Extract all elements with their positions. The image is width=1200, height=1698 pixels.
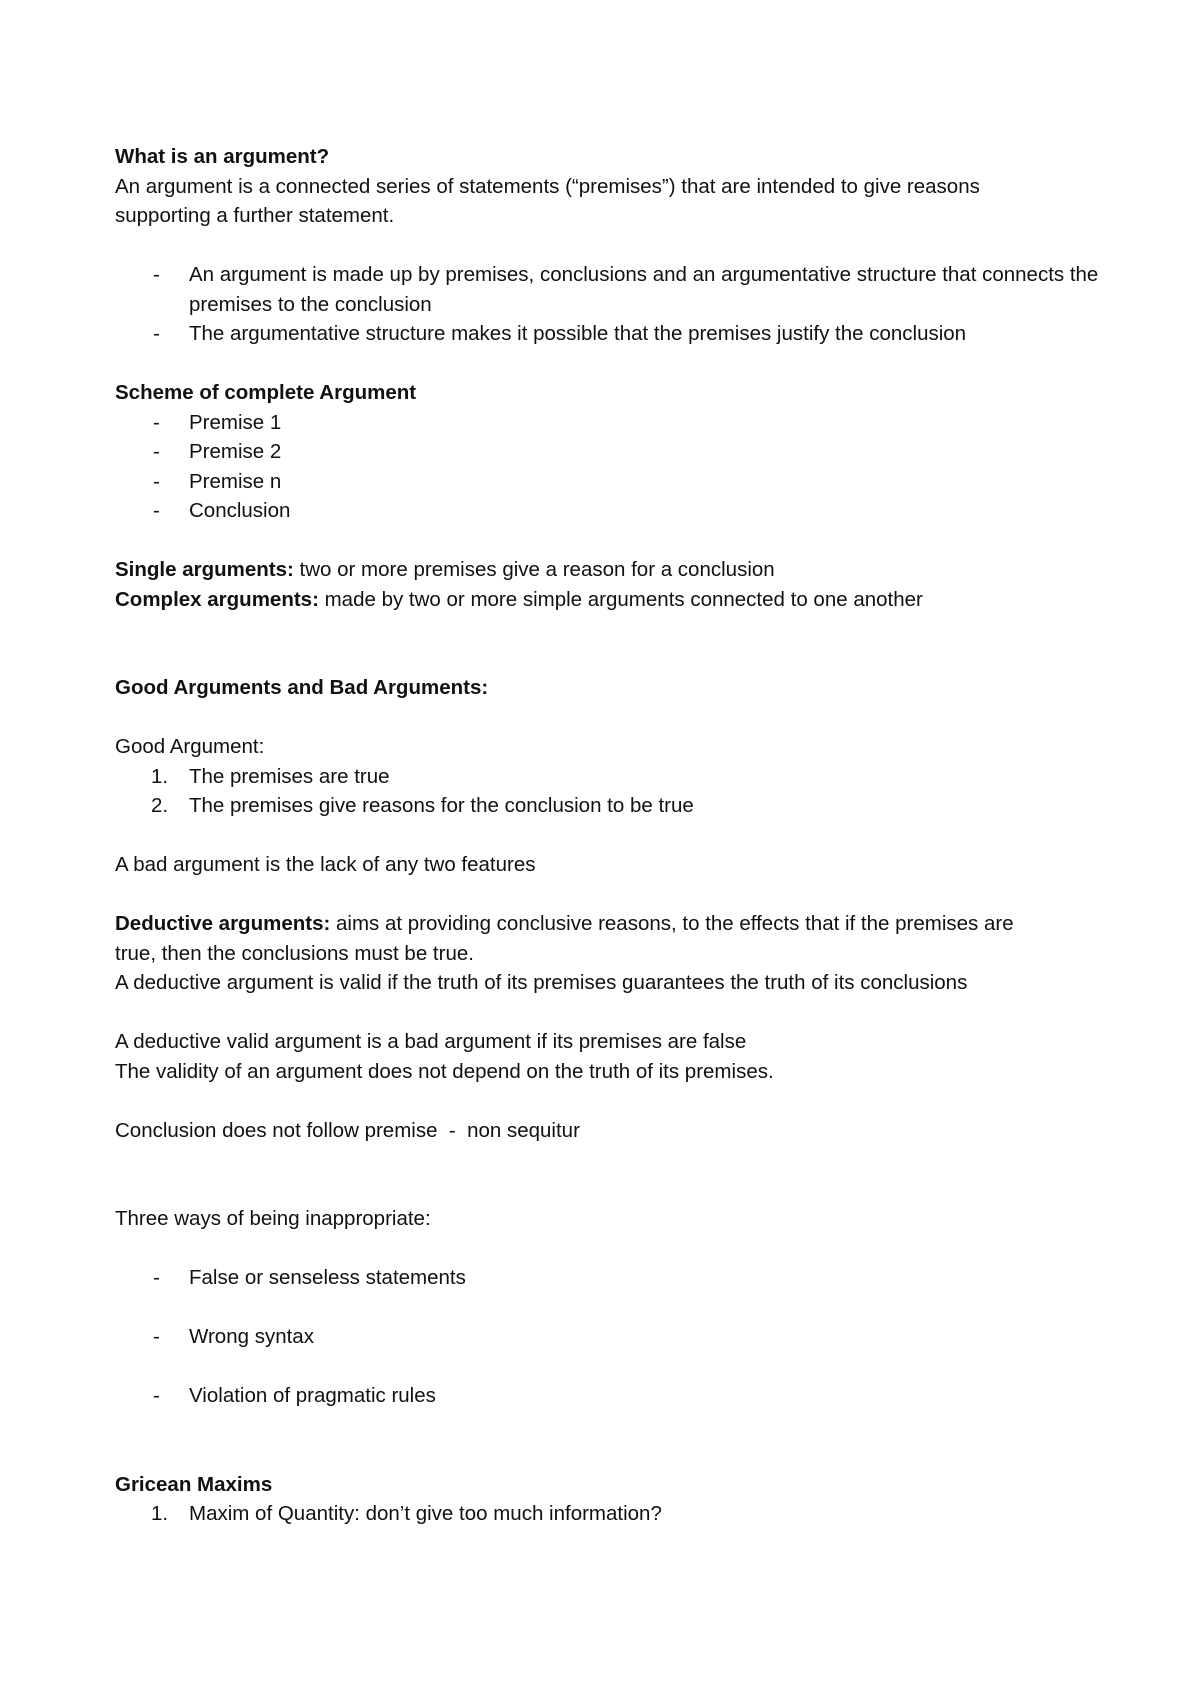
bullet-dash: - [153, 1325, 160, 1348]
list-item: - Premise 1 [115, 408, 1115, 438]
argument-definition: An argument is a connected series of statements (“premises”) that are intended to give reasons supporting a further statement. [115, 174, 980, 227]
list-item: 1. Maxim of Quantity: don’t give too much information? [115, 1499, 1115, 1529]
list-item: - Premise n [115, 467, 1115, 497]
list-item: - Conclusion [115, 496, 1115, 526]
document-content [115, 142, 1115, 1529]
non-sequitur-line: Conclusion does not follow premise - non sequitur [115, 1118, 580, 1142]
list-item: - False or senseless statements [115, 1263, 1115, 1293]
deductive-arguments-line: Deductive arguments: aims at providing conclusive reasons, to the effects that if the premises are true, then the conclusions must be true. [115, 912, 1014, 965]
list-item: 2. The premises give reasons for the conclusion to be true [115, 791, 1115, 821]
single-arguments-term: Single arguments: [115, 558, 294, 581]
list-item: - Violation of pragmatic rules [115, 1381, 1115, 1411]
complex-arguments-term: Complex arguments: [115, 587, 319, 611]
heading-gricean-maxims: Gricean Maxims [115, 1472, 273, 1496]
list-number: 1. [151, 764, 169, 788]
inappropriate-list [115, 1263, 1115, 1411]
bullet-dash: - [153, 322, 160, 345]
bullet-dash: - [153, 263, 160, 286]
scheme-list [115, 408, 1115, 526]
bad-argument-text: A bad argument is the lack of any two features [115, 853, 536, 876]
bullet-dash: - [153, 469, 160, 493]
list-number: 2. [151, 794, 169, 817]
bullet-dash: - [153, 1266, 160, 1289]
deductive-bad-valid: A deductive valid argument is a bad argument if its premises are false [115, 1030, 747, 1053]
validity-independence: The validity of an argument does not depend on the truth of its premises. [115, 1059, 774, 1083]
good-argument-label: Good Argument: [115, 735, 265, 758]
list-item: 1. The premises are true [115, 762, 1115, 792]
list-item: - Wrong syntax [115, 1322, 1115, 1352]
bullet-dash: - [153, 1384, 160, 1407]
heading-scheme: Scheme of complete Argument [115, 381, 417, 404]
complex-arguments-line: Complex arguments: made by two or more simple arguments connected to one another [115, 587, 923, 611]
single-arguments-line: Single arguments: two or more premises give a reason for a conclusion [115, 558, 775, 581]
deductive-arguments-term: Deductive arguments: [115, 912, 331, 935]
deductive-validity: A deductive argument is valid if the truth of its premises guarantees the truth of its conclusions [115, 971, 968, 994]
heading-good-bad: Good Arguments and Bad Arguments: [115, 676, 489, 699]
bullet-dash: - [153, 410, 160, 434]
list-item: - Premise 2 [115, 437, 1115, 467]
bullet-dash: - [153, 440, 160, 463]
argument-bullets [115, 260, 1115, 349]
good-argument-list [115, 762, 1115, 821]
inappropriate-intro: Three ways of being inappropriate: [115, 1207, 431, 1230]
bullet-dash: - [153, 499, 160, 522]
gricean-maxims-list [115, 1499, 1115, 1529]
list-item: - An argument is made up by premises, conclusions and an argumentative structure that connects the premises to the conclusion [115, 260, 1115, 319]
heading-what-is-argument: What is an argument? [115, 145, 330, 168]
list-number: 1. [151, 1502, 169, 1525]
list-item: - The argumentative structure makes it possible that the premises justify the conclusion [115, 319, 1115, 349]
